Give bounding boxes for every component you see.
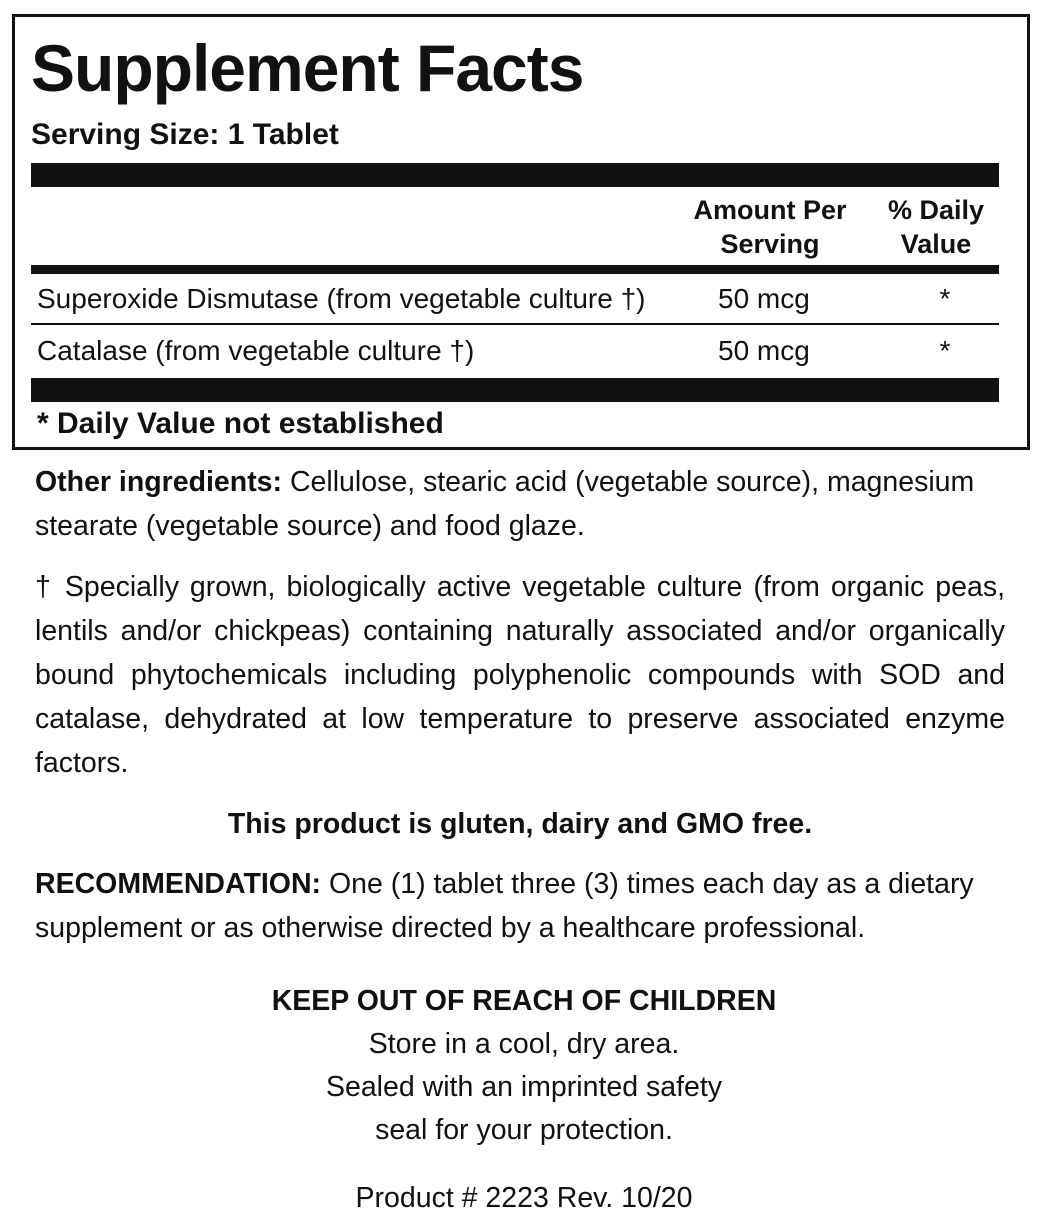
nutrient-dv-catalase: * (939, 335, 951, 366)
dv-header-line1: % Daily (887, 195, 985, 225)
children-warning: KEEP OUT OF REACH OF CHILDREN (271, 985, 777, 1017)
storage-line-3: seal for your protection. (375, 1114, 673, 1146)
dv-header-line2: Value (900, 229, 972, 259)
facts-title: Supplement Facts (31, 31, 584, 105)
thick-divider-bottom (31, 378, 999, 402)
recommendation-text: One (1) tablet three (3) times each day as a dietary supplement or as otherwise directed by a healthcare professional. (35, 868, 974, 944)
serving-size: Serving Size: 1 Tablet (31, 118, 339, 151)
storage-line-2: Sealed with an imprinted safety (325, 1071, 723, 1103)
amount-header-line1: Amount Per (693, 195, 847, 225)
row-divider (31, 323, 999, 325)
storage-warnings (35, 980, 1013, 1152)
amount-header-line2: Serving (720, 229, 820, 259)
recommendation (35, 862, 1005, 950)
nutrient-name-catalase: Catalase (from vegetable culture †) (37, 335, 475, 366)
nutrient-amount-catalase: 50 mcg (718, 335, 810, 366)
storage-line-1: Store in a cool, dry area. (368, 1028, 680, 1060)
nutrient-name-sod: Superoxide Dismutase (from vegetable culture †) (37, 283, 646, 314)
daily-value-header (871, 193, 1001, 261)
allergen-free-statement: This product is gluten, dairy and GMO free. (227, 808, 813, 840)
supplement-facts-panel (12, 14, 1030, 450)
amount-per-serving-header (665, 193, 875, 261)
dagger-note: † Specially grown, biologically active vegetable culture (from organic peas, lentils and/or chickpeas) containing naturally associated and/or organically bound phytochemicals including polyphenolic compounds with SOD and catalase, dehydrated at low temperature to preserve associated enzyme factors. (35, 571, 1005, 779)
other-ingredients-label: Other ingredients: (35, 466, 283, 498)
daily-value-footnote: * Daily Value not established (37, 407, 444, 440)
product-number: Product # 2223 Rev. 10/20 (355, 1182, 693, 1214)
other-ingredients-text: Cellulose, stearic acid (vegetable source), magnesium stearate (vegetable source) and food glaze. (35, 466, 975, 542)
medium-divider (31, 265, 999, 274)
other-ingredients (35, 460, 1005, 548)
nutrient-dv-sod: * (939, 283, 951, 314)
recommendation-label: RECOMMENDATION: (35, 868, 322, 900)
thick-divider-top (31, 163, 999, 187)
nutrient-amount-sod: 50 mcg (718, 283, 810, 314)
